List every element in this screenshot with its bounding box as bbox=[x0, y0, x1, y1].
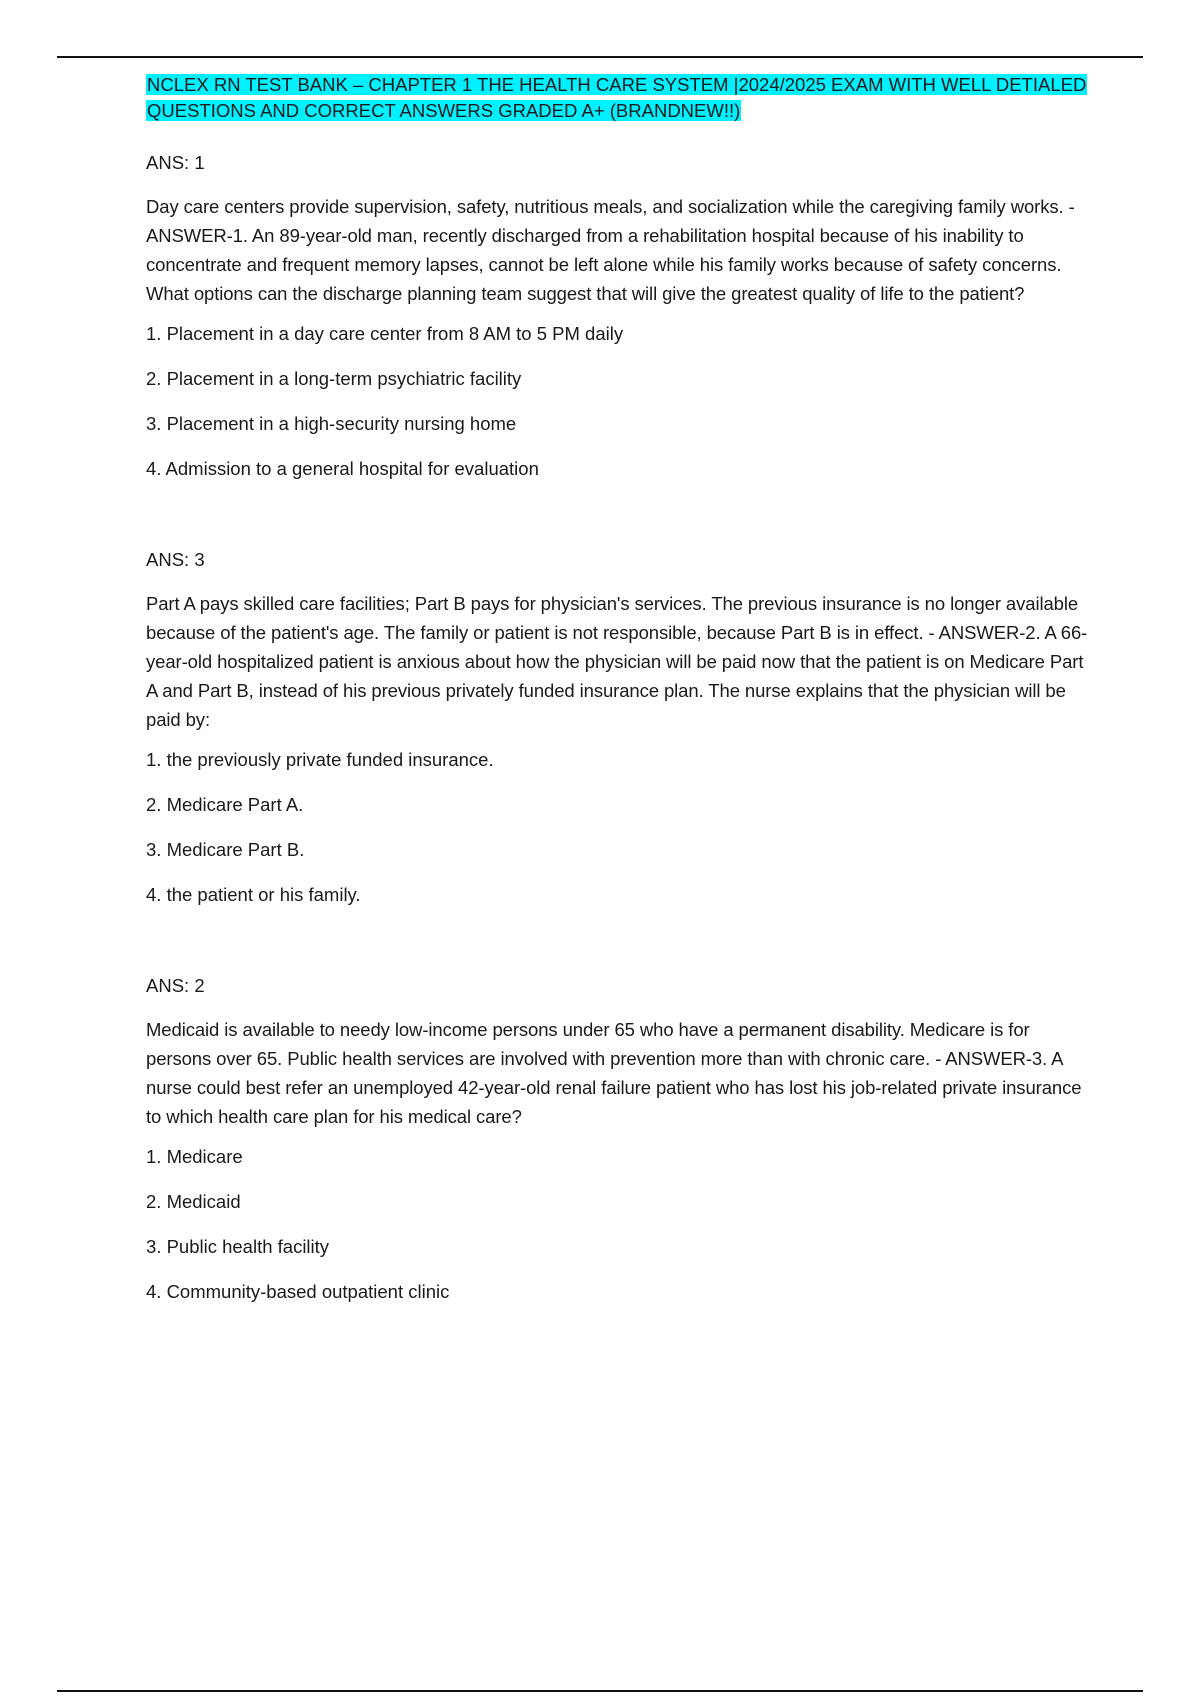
option-2-3: 3. Medicare Part B. bbox=[146, 839, 305, 860]
option-1-2: 2. Placement in a long-term psychiatric facility bbox=[146, 368, 522, 389]
answer-key-1: ANS: 1 bbox=[146, 152, 205, 173]
option-3-1: 1. Medicare bbox=[146, 1146, 243, 1167]
title-highlight: NCLEX RN TEST BANK – CHAPTER 1 THE HEALTH CARE SYSTEM |2024/2025 EXAM WITH WELL DETIALED QUESTIONS AND CORRECT ANSWERS GRADED A+ (BRANDNEW!!) bbox=[147, 74, 1087, 121]
document-title bbox=[146, 72, 1096, 124]
answer-key-2: ANS: 3 bbox=[146, 549, 205, 570]
question-text-3: Medicaid is available to needy low-income persons under 65 who have a permanent disability. Medicare is for persons over 65. Public health services are involved with prevention more than with chronic care. - ANSWER-3. A nurse could best refer an unemployed 42-year-old renal failure patient who has lost his job-related private insurance to which health care plan for his medical care? bbox=[146, 1019, 1082, 1127]
option-1-4: 4. Admission to a general hospital for evaluation bbox=[146, 458, 539, 479]
question-text-1: Day care centers provide supervision, safety, nutritious meals, and socialization while the caregiving family works. - ANSWER-1. An 89-year-old man, recently discharged from a rehabilitation hospital because of his inability to concentrate and frequent memory lapses, cannot be left alone while his family works because of safety concerns. What options can the discharge planning team suggest that will give the greatest quality of life to the patient? bbox=[146, 196, 1075, 304]
answer-key-3: ANS: 2 bbox=[146, 975, 205, 996]
option-3-4: 4. Community-based outpatient clinic bbox=[146, 1281, 450, 1302]
question-text-2: Part A pays skilled care facilities; Part B pays for physician's services. The previous insurance is no longer available because of the patient's age. The family or patient is not responsible, because Part B is in effect. - ANSWER-2. A 66-year-old hospitalized patient is anxious about how the physician will be paid now that the patient is on Medicare Part A and Part B, instead of his previous privately funded insurance plan. The nurse explains that the physician will be paid by: bbox=[146, 593, 1088, 730]
option-2-2: 2. Medicare Part A. bbox=[146, 794, 304, 815]
option-1-3: 3. Placement in a high-security nursing home bbox=[146, 413, 517, 434]
option-2-4: 4. the patient or his family. bbox=[146, 884, 361, 905]
bottom-rule bbox=[57, 1690, 1143, 1692]
top-rule bbox=[57, 56, 1143, 58]
option-2-1: 1. the previously private funded insurance. bbox=[146, 749, 494, 770]
option-3-2: 2. Medicaid bbox=[146, 1191, 241, 1212]
document-body bbox=[146, 72, 1096, 1305]
option-1-1: 1. Placement in a day care center from 8 AM to 5 PM daily bbox=[146, 323, 624, 344]
option-3-3: 3. Public health facility bbox=[146, 1236, 330, 1257]
